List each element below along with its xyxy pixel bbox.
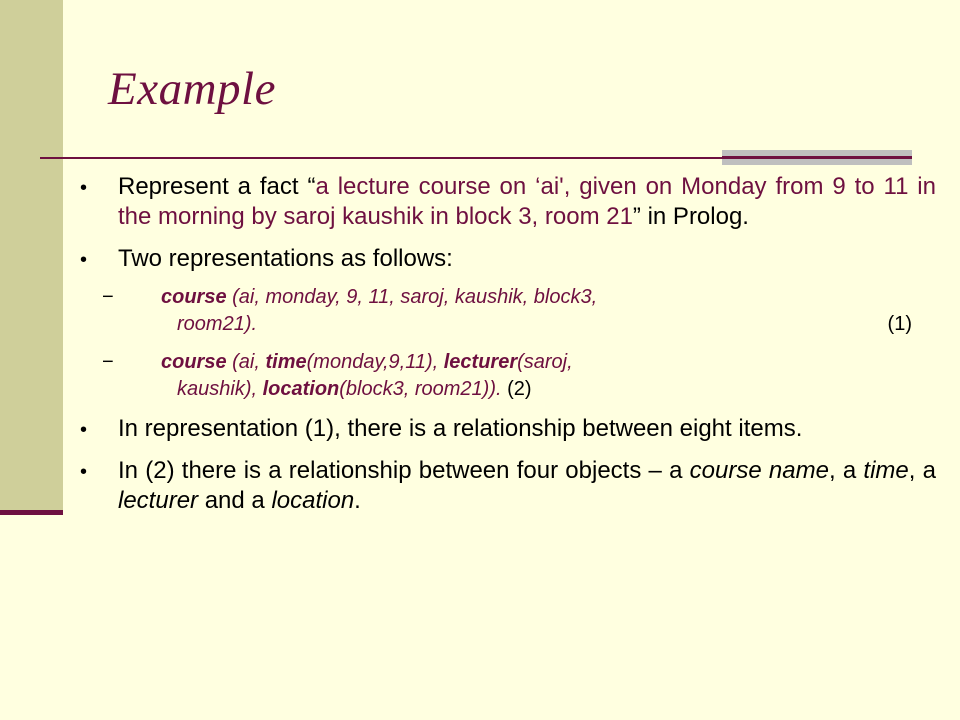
bullet-text: . [354, 487, 361, 514]
dash-icon: − [102, 286, 114, 308]
keyword-course: course [161, 286, 227, 308]
code-line-2 [161, 376, 936, 403]
slide-title: Example [108, 63, 276, 115]
bullet-representation-1-relationship [80, 414, 936, 444]
emphasis-lecturer: lecturer [118, 487, 199, 514]
bullet-icon: • [80, 249, 88, 271]
code-text: (block3, room21)). [339, 378, 502, 400]
emphasis-course-name: course name [689, 457, 829, 484]
emphasis-location: location [271, 487, 355, 514]
bullet-text: and a [198, 487, 272, 514]
dash-icon: − [102, 351, 114, 373]
keyword-location: location [262, 378, 340, 400]
bullet-icon: • [80, 461, 88, 483]
bullet-text: Two representations as follows: [118, 245, 453, 272]
code-text: (ai, monday, 9, 11, saroj, kaushik, block3, [226, 286, 598, 308]
representation-number: (1) [887, 313, 912, 335]
bullet-text: Represent a fact “ [118, 173, 316, 200]
keyword-course: course [161, 351, 227, 373]
code-text: (saroj, [517, 351, 573, 373]
emphasis-time: time [863, 457, 909, 484]
fact-text: a lecture course on ‘ai', given on Monday from 9 to 11 in the morning by saroj kaushik in block 3, room 21 [118, 173, 936, 230]
bullet-icon: • [80, 419, 88, 441]
title-underline-accent [722, 150, 912, 165]
sub-item-representation-2 [80, 349, 936, 403]
bullet-icon: • [80, 177, 88, 199]
keyword-lecturer: lecturer [443, 351, 518, 373]
code-text: kaushik), [177, 378, 263, 400]
slide-body [80, 172, 936, 516]
bullet-text: , a [828, 457, 864, 484]
code-text: (monday,9,11), [306, 351, 444, 373]
bullet-text: In (2) there is a relationship between four objects – a [118, 457, 690, 484]
bullet-text: In representation (1), there is a relationship between eight items. [118, 415, 803, 442]
representation-number: (2) [501, 378, 532, 400]
bullet-two-representations [80, 244, 936, 274]
bullet-text: ” in Prolog. [632, 203, 749, 230]
bullet-text: , a [908, 457, 936, 484]
sub-item-representation-1 [80, 284, 936, 338]
bullet-representation-2-objects [80, 456, 936, 516]
code-text: room21). [177, 313, 258, 335]
code-line-2 [161, 311, 936, 338]
left-decor-bar-accent [0, 510, 63, 515]
bullet-represent-fact [80, 172, 936, 232]
code-text: (ai, [226, 351, 266, 373]
left-decor-bar [0, 0, 63, 515]
keyword-time: time [265, 351, 307, 373]
